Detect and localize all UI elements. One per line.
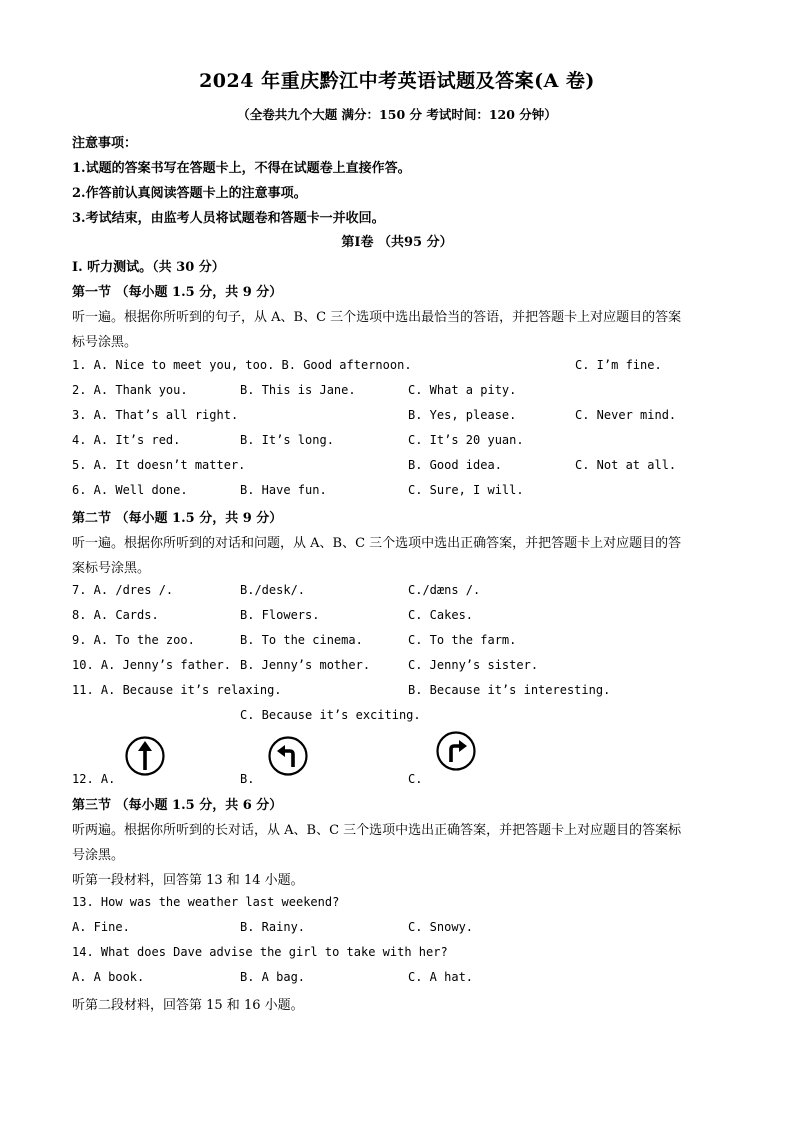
section-title: 第二节 （每小题 1.5 分，共 9 分） xyxy=(72,511,283,526)
question-12-option-c: C. xyxy=(408,772,423,786)
question-5-option-c: C. Not at all. xyxy=(575,458,677,472)
notice-item: 1.试题的答案书写在答题卡上，不得在试题卷上直接作答。 xyxy=(72,161,411,176)
volume-title: 第Ⅰ卷 （共95 分） xyxy=(341,235,453,250)
section-instruction: 号涂黑。 xyxy=(72,848,125,863)
question-10-option-a: 10. A. Jenny’s father. xyxy=(72,658,231,672)
material-heading: 听第一段材料，回答第 13 和 14 小题。 xyxy=(72,873,304,888)
arrow-turn-right-icon xyxy=(436,731,476,771)
section-title: 第三节 （每小题 1.5 分，共 6 分） xyxy=(72,798,283,813)
question-9-option-a: 9. A. To the zoo. xyxy=(72,633,195,647)
question-13-option-c: C. Snowy. xyxy=(408,920,474,934)
question-3-option-a: 3. A. That’s all right. xyxy=(72,408,239,422)
material-heading: 听第二段材料，回答第 15 和 16 小题。 xyxy=(72,998,304,1013)
question-1-options-ab: 1. A. Nice to meet you, too. B. Good afternoon. xyxy=(72,358,412,372)
section-instruction: 听一遍。根据你所听到的句子，从 A、B、C 三个选项中选出最恰当的答语，并把答题卡上对应题目的答案 xyxy=(72,310,682,325)
question-14-option-a: A. A book. xyxy=(72,970,145,984)
question-2-option-c: C. What a pity. xyxy=(408,383,517,397)
question-8-option-c: C. Cakes. xyxy=(408,608,474,622)
question-9-option-b: B. To the cinema. xyxy=(240,633,363,647)
question-11-option-a: 11. A. Because it’s relaxing. xyxy=(72,683,282,697)
question-12-option-b: B. xyxy=(240,772,255,786)
question-7-option-b: B./desk/. xyxy=(240,583,306,597)
section-title: 第一节 （每小题 1.5 分，共 9 分） xyxy=(72,285,283,300)
question-13-option-a: A. Fine. xyxy=(72,920,130,934)
notice-heading: 注意事项： xyxy=(72,136,138,151)
section-instruction: 案标号涂黑。 xyxy=(72,561,151,576)
question-4-option-a: 4. A. It’s red. xyxy=(72,433,181,447)
question-10-option-b: B. Jenny’s mother. xyxy=(240,658,371,672)
question-5-option-b: B. Good idea. xyxy=(408,458,502,472)
question-3-option-c: C. Never mind. xyxy=(575,408,677,422)
question-6-option-c: C. Sure, I will. xyxy=(408,483,524,497)
section-instruction: 标号涂黑。 xyxy=(72,335,138,350)
question-4-option-c: C. It’s 20 yuan. xyxy=(408,433,524,447)
question-6-option-a: 6. A. Well done. xyxy=(72,483,188,497)
section-instruction: 听一遍。根据你所听到的对话和问题，从 A、B、C 三个选项中选出正确答案，并把答题卡上对应题目的答 xyxy=(72,536,682,551)
arrow-up-icon xyxy=(125,736,165,776)
question-5-option-a: 5. A. It doesn’t matter. xyxy=(72,458,246,472)
question-13-stem: 13. How was the weather last weekend? xyxy=(72,895,340,909)
question-12-option-a: 12. A. xyxy=(72,772,116,786)
section-instruction: 听两遍。根据你所听到的长对话，从 A、B、C 三个选项中选出正确答案，并把答题卡上对应题目的答案标 xyxy=(72,823,682,838)
question-14-option-c: C. A hat. xyxy=(408,970,474,984)
question-7-option-c: C./dæns /. xyxy=(408,583,481,597)
question-10-option-c: C. Jenny’s sister. xyxy=(408,658,539,672)
question-8-option-a: 8. A. Cards. xyxy=(72,608,159,622)
page-title: 2024 年重庆黔江中考英语试题及答案(A 卷) xyxy=(199,70,595,92)
question-2-option-b: B. This is Jane. xyxy=(240,383,356,397)
page-subtitle: （全卷共九个大题 满分：150 分 考试时间：120 分钟） xyxy=(237,107,557,122)
question-1-option-c: C. I’m fine. xyxy=(575,358,662,372)
question-7-option-a: 7. A. /dres /. xyxy=(72,583,174,597)
notice-item: 2.作答前认真阅读答题卡上的注意事项。 xyxy=(72,186,307,201)
notice-item: 3.考试结束，由监考人员将试题卷和答题卡一并收回。 xyxy=(72,211,385,226)
question-14-option-b: B. A bag. xyxy=(240,970,306,984)
question-13-option-b: B. Rainy. xyxy=(240,920,306,934)
question-6-option-b: B. Have fun. xyxy=(240,483,327,497)
question-2-option-a: 2. A. Thank you. xyxy=(72,383,188,397)
question-8-option-b: B. Flowers. xyxy=(240,608,320,622)
question-3-option-b: B. Yes, please. xyxy=(408,408,517,422)
question-11-option-b: B. Because it’s interesting. xyxy=(408,683,611,697)
question-4-option-b: B. It’s long. xyxy=(240,433,334,447)
question-11-option-c: C. Because it’s exciting. xyxy=(240,708,421,722)
part-title: Ⅰ. 听力测试。（共 30 分） xyxy=(72,260,225,275)
arrow-turn-left-icon xyxy=(268,736,308,776)
question-9-option-c: C. To the farm. xyxy=(408,633,517,647)
question-14-stem: 14. What does Dave advise the girl to take with her? xyxy=(72,945,448,959)
